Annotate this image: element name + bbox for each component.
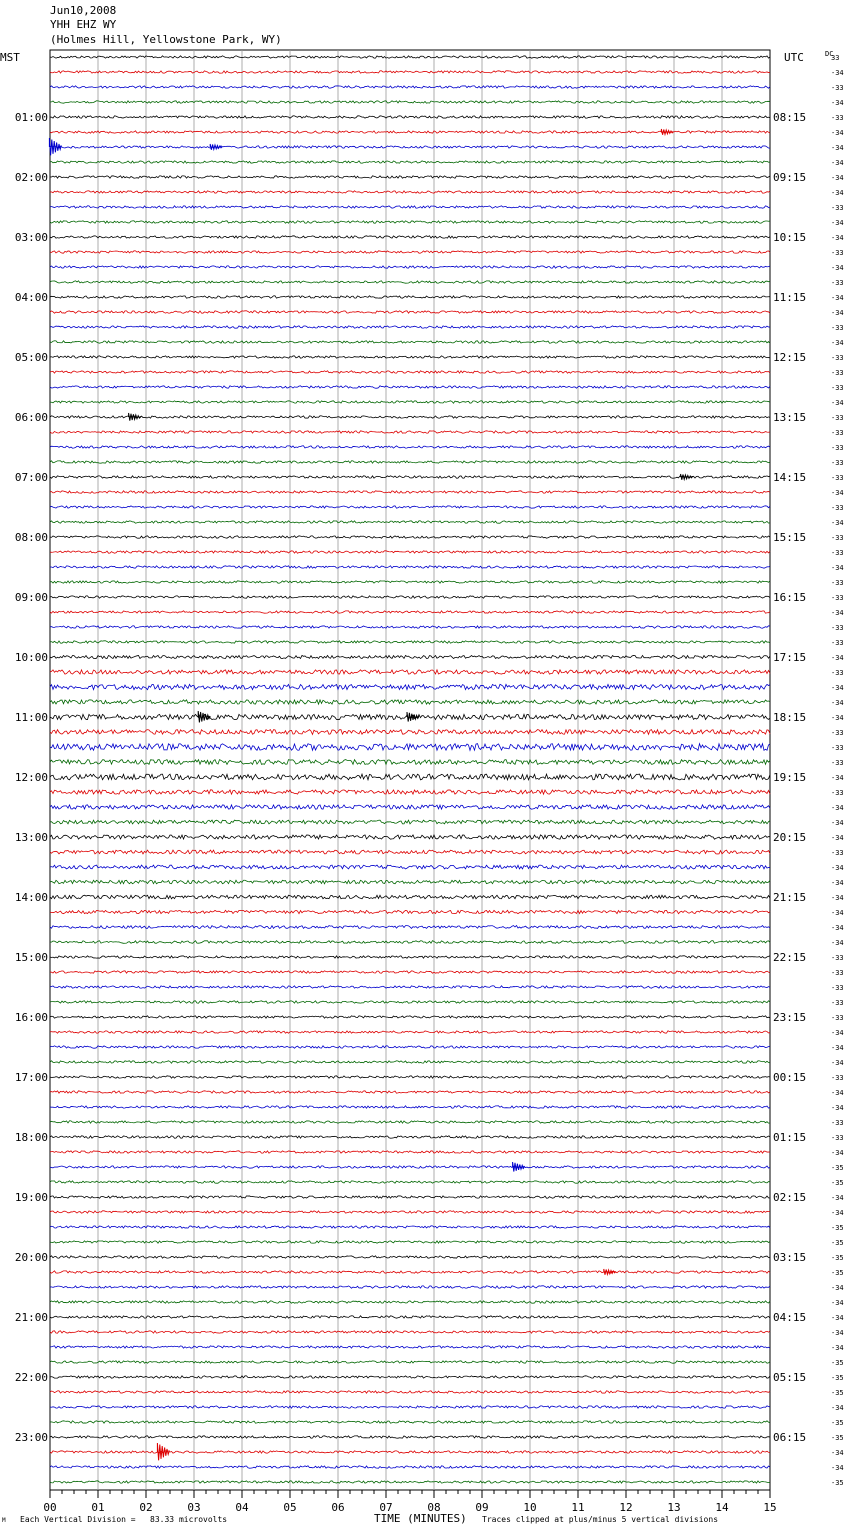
trace-line xyxy=(50,431,770,433)
x-tick-label: 03 xyxy=(187,1501,201,1514)
dc-offset-label: -34 xyxy=(831,1089,844,1097)
left-hour-label: 07:00 xyxy=(14,471,48,484)
trace-line xyxy=(50,461,770,463)
left-hour-label: 21:00 xyxy=(14,1311,48,1324)
left-tz-label: MST xyxy=(0,51,20,64)
right-hour-label: 13:15 xyxy=(773,411,807,424)
right-hour-label: 03:15 xyxy=(773,1251,807,1264)
left-hour-label: 18:00 xyxy=(14,1131,48,1144)
right-hour-label: 14:15 xyxy=(773,471,807,484)
x-axis-title: TIME (MINUTES) xyxy=(374,1512,467,1525)
dc-offset-label: -33 xyxy=(831,1119,844,1127)
dc-offset-label: -33 xyxy=(831,954,844,962)
left-hour-label: 06:00 xyxy=(14,411,48,424)
x-tick-label: 00 xyxy=(43,1501,57,1514)
trace-line xyxy=(50,880,770,884)
dc-offset-label: -34 xyxy=(831,1329,844,1337)
dc-offset-label: -33 xyxy=(831,1014,844,1022)
trace-line xyxy=(50,1166,770,1168)
trace-line xyxy=(50,820,770,824)
left-hour-label: 16:00 xyxy=(14,1011,48,1024)
x-tick-label: 11 xyxy=(571,1501,585,1514)
dc-offset-label: -34 xyxy=(831,684,844,692)
dc-offset-label: -34 xyxy=(831,864,844,872)
trace-line xyxy=(50,116,770,118)
trace-line xyxy=(50,1046,770,1048)
trace-line xyxy=(50,506,770,508)
left-hour-label: 19:00 xyxy=(14,1191,48,1204)
trace-line xyxy=(50,86,770,88)
trace-line xyxy=(50,865,770,869)
x-tick-label: 05 xyxy=(283,1501,297,1514)
right-hour-label: 20:15 xyxy=(773,831,807,844)
trace-line xyxy=(50,1151,770,1153)
trace-line xyxy=(50,670,770,674)
header-station: YHH EHZ WY xyxy=(50,18,117,31)
left-hour-label: 12:00 xyxy=(14,771,48,784)
trace-line xyxy=(50,401,770,403)
dc-offset-label: -34 xyxy=(831,144,844,152)
seismic-event xyxy=(198,711,210,723)
dc-offset-label: -33 xyxy=(831,549,844,557)
trace-line xyxy=(50,850,770,854)
trace-line xyxy=(50,1211,770,1213)
dc-offset-label: -34 xyxy=(831,1344,844,1352)
dc-offset-label: -33 xyxy=(831,1134,844,1142)
trace-line xyxy=(50,386,770,388)
dc-offset-label: -33 xyxy=(831,354,844,362)
trace-line xyxy=(50,684,770,689)
right-hour-label: 00:15 xyxy=(773,1071,807,1084)
right-hour-label: 06:15 xyxy=(773,1431,807,1444)
dc-offset-label: -34 xyxy=(831,1284,844,1292)
trace-line xyxy=(50,926,770,929)
x-tick-label: 14 xyxy=(715,1501,729,1514)
trace-line xyxy=(50,805,770,809)
dc-offset-label: -33 xyxy=(831,639,844,647)
dc-offset-label: -34 xyxy=(831,99,844,107)
trace-line xyxy=(50,1181,770,1183)
dc-offset-label: -34 xyxy=(831,219,844,227)
right-hour-label: 08:15 xyxy=(773,111,807,124)
x-tick-label: 01 xyxy=(91,1501,105,1514)
trace-line xyxy=(50,1301,770,1303)
dc-offset-label: -35 xyxy=(831,1389,844,1397)
trace-line xyxy=(50,1286,770,1288)
dc-offset-label: -34 xyxy=(831,804,844,812)
left-hour-label: 05:00 xyxy=(14,351,48,364)
x-tick-label: 13 xyxy=(667,1501,681,1514)
trace-line xyxy=(50,1346,770,1348)
dc-offset-label: -35 xyxy=(831,1374,844,1382)
trace-line xyxy=(50,191,770,193)
dc-offset-label: -34 xyxy=(831,699,844,707)
trace-line xyxy=(50,221,770,223)
trace-line xyxy=(50,1226,770,1228)
dc-offset-label: -33 xyxy=(831,759,844,767)
left-hour-label: 14:00 xyxy=(14,891,48,904)
right-hour-label: 11:15 xyxy=(773,291,807,304)
dc-offset-label: -34 xyxy=(831,294,844,302)
trace-line xyxy=(50,941,770,944)
trace-line xyxy=(50,476,770,478)
dc-label: DC xyxy=(825,50,834,58)
trace-line xyxy=(50,1421,770,1423)
dc-offset-label: -34 xyxy=(831,264,844,272)
left-hour-label: 02:00 xyxy=(14,171,48,184)
trace-line xyxy=(50,1121,770,1123)
trace-line xyxy=(50,71,770,73)
trace-line xyxy=(50,596,770,598)
left-hour-label: 09:00 xyxy=(14,591,48,604)
trace-line xyxy=(50,1391,770,1393)
footer-clip-note: Traces clipped at plus/minus 5 vertical divisions xyxy=(482,1515,719,1524)
trace-line xyxy=(50,1406,770,1408)
trace-line xyxy=(50,910,770,913)
trace-line xyxy=(50,1106,770,1108)
x-tick-label: 12 xyxy=(619,1501,633,1514)
dc-offset-label: -33 xyxy=(831,729,844,737)
right-hour-label: 05:15 xyxy=(773,1371,807,1384)
trace-line xyxy=(50,101,770,103)
trace-line xyxy=(50,281,770,283)
trace-line xyxy=(50,491,770,493)
dc-offset-label: -34 xyxy=(831,174,844,182)
dc-offset-label: -33 xyxy=(831,669,844,677)
trace-line xyxy=(50,1091,770,1093)
trace-line xyxy=(50,1331,770,1333)
dc-offset-label: -34 xyxy=(831,309,844,317)
trace-line xyxy=(50,251,770,253)
seismic-event xyxy=(604,1269,616,1275)
trace-line xyxy=(50,895,770,899)
right-hour-label: 19:15 xyxy=(773,771,807,784)
seismic-event xyxy=(210,144,222,150)
trace-line xyxy=(50,971,770,973)
trace-line xyxy=(50,236,770,238)
dc-offset-label: -34 xyxy=(831,879,844,887)
seismic-event xyxy=(513,1162,525,1172)
dc-offset-label: -33 xyxy=(831,369,844,377)
trace-line xyxy=(50,536,770,538)
right-hour-label: 17:15 xyxy=(773,651,807,664)
trace-line xyxy=(50,1271,770,1273)
right-hour-label: 22:15 xyxy=(773,951,807,964)
left-hour-label: 03:00 xyxy=(14,231,48,244)
dc-offset-label: -35 xyxy=(831,1254,844,1262)
left-hour-label: 10:00 xyxy=(14,651,48,664)
dc-offset-label: -34 xyxy=(831,399,844,407)
dc-offset-label: -35 xyxy=(831,1269,844,1277)
dc-offset-label: -35 xyxy=(831,1479,844,1487)
trace-line xyxy=(50,641,770,643)
trace-line xyxy=(50,56,770,58)
left-hour-label: 22:00 xyxy=(14,1371,48,1384)
x-tick-label: 06 xyxy=(331,1501,345,1514)
trace-line xyxy=(50,1196,770,1198)
dc-offset-label: -33 xyxy=(831,504,844,512)
dc-offset-label: -33 xyxy=(831,249,844,257)
trace-line xyxy=(50,266,770,268)
dc-offset-label: -33 xyxy=(831,744,844,752)
trace-line xyxy=(50,326,770,328)
dc-offset-label: -34 xyxy=(831,714,844,722)
x-tick-label: 15 xyxy=(763,1501,777,1514)
right-hour-label: 09:15 xyxy=(773,171,807,184)
x-tick-label: 09 xyxy=(475,1501,489,1514)
dc-offset-label: -33 xyxy=(831,414,844,422)
dc-offset-label: -33 xyxy=(831,984,844,992)
dc-offset-label: -34 xyxy=(831,1104,844,1112)
dc-offset-label: -34 xyxy=(831,654,844,662)
trace-line xyxy=(50,1361,770,1363)
dc-offset-label: -34 xyxy=(831,234,844,242)
dc-offset-label: -35 xyxy=(831,1179,844,1187)
dc-offset-label: -33 xyxy=(831,384,844,392)
dc-offset-label: -34 xyxy=(831,894,844,902)
dc-offset-label: -34 xyxy=(831,1464,844,1472)
x-tick-label: 10 xyxy=(523,1501,537,1514)
dc-offset-label: -34 xyxy=(831,1059,844,1067)
dc-offset-label: -33 xyxy=(831,429,844,437)
right-hour-label: 04:15 xyxy=(773,1311,807,1324)
dc-offset-label: -34 xyxy=(831,339,844,347)
trace-line xyxy=(50,760,770,765)
dc-offset-label: -34 xyxy=(831,189,844,197)
dc-offset-label: -34 xyxy=(831,69,844,77)
right-hour-label: 18:15 xyxy=(773,711,807,724)
dc-offset-label: -34 xyxy=(831,1404,844,1412)
trace-line xyxy=(50,1031,770,1033)
dc-offset-label: -33 xyxy=(831,459,844,467)
trace-line xyxy=(50,611,770,613)
dc-offset-label: -34 xyxy=(831,129,844,137)
dc-offset-label: -34 xyxy=(831,1044,844,1052)
trace-line xyxy=(50,341,770,343)
dc-offset-label: -34 xyxy=(831,1194,844,1202)
header-location: (Holmes Hill, Yellowstone Park, WY) xyxy=(50,33,282,46)
dc-offset-label: -34 xyxy=(831,1299,844,1307)
dc-offset-label: -34 xyxy=(831,834,844,842)
trace-line xyxy=(50,161,770,163)
dc-offset-label: -34 xyxy=(831,1209,844,1217)
left-hour-label: 08:00 xyxy=(14,531,48,544)
left-hour-label: 17:00 xyxy=(14,1071,48,1084)
dc-offset-label: -33 xyxy=(831,279,844,287)
trace-line xyxy=(50,521,770,523)
trace-line xyxy=(50,1001,770,1003)
trace-line xyxy=(50,416,770,418)
right-hour-label: 15:15 xyxy=(773,531,807,544)
trace-line xyxy=(50,1136,770,1138)
trace-line xyxy=(50,296,770,298)
dc-offset-label: -33 xyxy=(831,114,844,122)
trace-line xyxy=(50,1076,770,1078)
right-tz-label: UTC xyxy=(784,51,804,64)
dc-offset-label: -35 xyxy=(831,1164,844,1172)
header-date: Jun10,2008 xyxy=(50,4,117,17)
dc-offset-label: -34 xyxy=(831,924,844,932)
x-tick-label: 02 xyxy=(139,1501,153,1514)
left-hour-label: 11:00 xyxy=(14,711,48,724)
dc-offset-label: -35 xyxy=(831,1434,844,1442)
right-hour-label: 21:15 xyxy=(773,891,807,904)
left-hour-label: 01:00 xyxy=(14,111,48,124)
dc-offset-label: -34 xyxy=(831,564,844,572)
trace-line xyxy=(50,1436,770,1438)
trace-line xyxy=(50,956,770,958)
left-hour-label: 04:00 xyxy=(14,291,48,304)
trace-line xyxy=(50,1241,770,1243)
left-hour-label: 15:00 xyxy=(14,951,48,964)
dc-offset-label: -33 xyxy=(831,84,844,92)
x-tick-label: 08 xyxy=(427,1501,441,1514)
dc-offset-label: -33 xyxy=(831,999,844,1007)
seismic-event xyxy=(407,712,419,722)
trace-line xyxy=(50,206,770,208)
dc-offset-label: -34 xyxy=(831,519,844,527)
dc-offset-label: -33 xyxy=(831,1074,844,1082)
dc-offset-label: -33 xyxy=(831,204,844,212)
right-hour-label: 12:15 xyxy=(773,351,807,364)
trace-line xyxy=(50,744,770,751)
trace-line xyxy=(50,311,770,313)
dc-offset-label: -33 xyxy=(831,624,844,632)
dc-offset-label: -35 xyxy=(831,1359,844,1367)
dc-offset-label: -34 xyxy=(831,1029,844,1037)
dc-offset-label: -34 xyxy=(831,939,844,947)
left-hour-label: 23:00 xyxy=(14,1431,48,1444)
dc-offset-label: -34 xyxy=(831,159,844,167)
dc-offset-label: -34 xyxy=(831,819,844,827)
dc-offset-label: -35 xyxy=(831,1239,844,1247)
right-hour-label: 02:15 xyxy=(773,1191,807,1204)
right-hour-label: 01:15 xyxy=(773,1131,807,1144)
trace-line xyxy=(50,626,770,628)
trace-line xyxy=(50,774,770,780)
dc-offset-label: -33 xyxy=(831,474,844,482)
left-hour-label: 20:00 xyxy=(14,1251,48,1264)
trace-line xyxy=(50,1481,770,1483)
left-hour-label: 13:00 xyxy=(14,831,48,844)
trace-line xyxy=(50,730,770,735)
x-tick-label: 04 xyxy=(235,1501,249,1514)
trace-line xyxy=(50,1016,770,1018)
dc-offset-label: -33 xyxy=(831,579,844,587)
dc-offset-label: -35 xyxy=(831,1419,844,1427)
trace-line xyxy=(50,446,770,448)
dc-offset-label: -34 xyxy=(831,1449,844,1457)
dc-offset-label: -34 xyxy=(831,489,844,497)
footer-scale-note: Each Vertical Division = 83.33 microvolts xyxy=(20,1515,228,1524)
trace-line xyxy=(50,551,770,553)
trace-line xyxy=(50,356,770,358)
corner-mark: M xyxy=(2,1517,6,1524)
dc-offset-label: -33 xyxy=(831,969,844,977)
trace-line xyxy=(50,835,770,839)
seismic-event xyxy=(157,1443,169,1460)
trace-line xyxy=(50,1256,770,1258)
dc-offset-label: -34 xyxy=(831,1314,844,1322)
dc-offset-label: -33 xyxy=(831,324,844,332)
trace-line xyxy=(50,176,770,178)
dc-offset-label: -33 xyxy=(831,444,844,452)
trace-line xyxy=(50,1376,770,1378)
dc-offset-label: -34 xyxy=(831,774,844,782)
dc-offset-label: -33 xyxy=(831,534,844,542)
dc-offset-label: -34 xyxy=(831,609,844,617)
trace-line xyxy=(50,790,770,794)
dc-offset-label: -34 xyxy=(831,909,844,917)
trace-line xyxy=(50,371,770,373)
right-hour-label: 10:15 xyxy=(773,231,807,244)
trace-line xyxy=(50,566,770,568)
trace-line xyxy=(50,1466,770,1468)
dc-offset-label: -33 xyxy=(831,849,844,857)
right-hour-label: 23:15 xyxy=(773,1011,807,1024)
trace-line xyxy=(50,1061,770,1063)
dc-offset-label: 33 xyxy=(831,54,840,62)
trace-line xyxy=(50,1316,770,1318)
dc-offset-label: -33 xyxy=(831,594,844,602)
trace-line xyxy=(50,581,770,583)
dc-offset-label: -35 xyxy=(831,1224,844,1232)
trace-line xyxy=(50,986,770,988)
dc-offset-label: -34 xyxy=(831,1149,844,1157)
x-tick-label: 07 xyxy=(379,1501,393,1514)
dc-offset-label: -33 xyxy=(831,789,844,797)
trace-line xyxy=(50,700,770,704)
trace-line xyxy=(50,146,770,148)
right-hour-label: 16:15 xyxy=(773,591,807,604)
trace-line xyxy=(50,655,770,658)
